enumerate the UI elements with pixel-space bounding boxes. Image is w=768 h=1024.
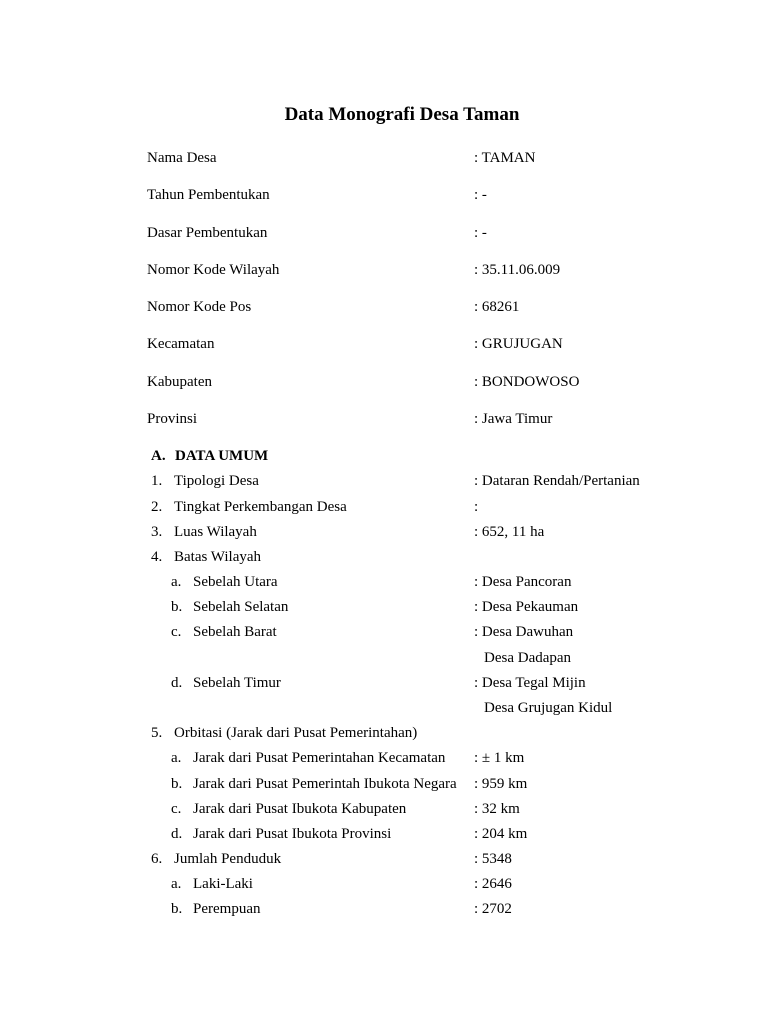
row-label: Jumlah Penduduk (174, 851, 282, 867)
row-number: 3. (151, 524, 163, 540)
identity-label: Tahun Pembentukan (147, 187, 270, 203)
row-number: a. (171, 574, 182, 590)
row-label: Perempuan (193, 901, 261, 917)
row-number: 4. (151, 549, 163, 565)
row-number: 6. (151, 851, 163, 867)
row-value: : Desa Tegal Mijin (474, 675, 586, 691)
row-label: Jarak dari Pusat Pemerintah Ibukota Negara (193, 776, 457, 792)
section-heading: DATA UMUM (175, 448, 269, 464)
row-number: a. (171, 750, 182, 766)
row-number: 2. (151, 499, 163, 515)
row-number: c. (171, 624, 182, 640)
row-value: : (474, 499, 479, 515)
row-label: Batas Wilayah (174, 549, 262, 565)
row-label: Sebelah Utara (193, 574, 278, 590)
row-label: Laki-Laki (193, 876, 253, 892)
row-number: a. (171, 876, 182, 892)
row-value: : 2646 (474, 876, 512, 892)
identity-value: : BONDOWOSO (474, 374, 580, 390)
row-number: b. (171, 599, 183, 615)
row-value: : Desa Dawuhan (474, 624, 574, 640)
identity-value: : Jawa Timur (474, 411, 553, 427)
row-label: Jarak dari Pusat Ibukota Provinsi (193, 826, 392, 842)
identity-value: : - (474, 225, 487, 241)
row-value: : 2702 (474, 901, 512, 917)
row-value: : 32 km (474, 801, 520, 817)
identity-label: Provinsi (147, 411, 198, 427)
identity-label: Nomor Kode Pos (147, 299, 252, 315)
identity-label: Dasar Pembentukan (147, 225, 268, 241)
identity-value: : 35.11.06.009 (474, 262, 561, 278)
row-label: Tingkat Perkembangan Desa (174, 499, 347, 515)
row-value: : Dataran Rendah/Pertanian (474, 473, 640, 489)
row-value: : ± 1 km (474, 750, 525, 766)
row-label: Luas Wilayah (174, 524, 257, 540)
row-value: : 204 km (474, 826, 528, 842)
row-number: c. (171, 801, 182, 817)
row-label: Tipologi Desa (174, 473, 259, 489)
row-label: Orbitasi (Jarak dari Pusat Pemerintahan) (174, 725, 418, 741)
identity-value: : - (474, 187, 487, 203)
row-number: b. (171, 901, 183, 917)
row-label: Jarak dari Pusat Ibukota Kabupaten (193, 801, 407, 817)
row-number: d. (171, 826, 183, 842)
identity-label: Kabupaten (147, 374, 212, 390)
row-number: 1. (151, 473, 163, 489)
row-label: Sebelah Selatan (193, 599, 289, 615)
row-label: Sebelah Timur (193, 675, 281, 691)
row-value: Desa Grujugan Kidul (484, 700, 613, 716)
identity-label: Nama Desa (147, 150, 217, 166)
identity-value: : GRUJUGAN (474, 336, 563, 352)
section-marker: A. (151, 448, 166, 464)
row-number: d. (171, 675, 183, 691)
identity-label: Nomor Kode Wilayah (147, 262, 280, 278)
row-value: Desa Dadapan (484, 650, 572, 666)
document-title: Data Monografi Desa Taman (284, 104, 520, 125)
row-value: : 959 km (474, 776, 528, 792)
row-number: b. (171, 776, 183, 792)
row-number: 5. (151, 725, 163, 741)
row-value: : 5348 (474, 851, 512, 867)
identity-value: : TAMAN (474, 150, 536, 166)
row-label: Sebelah Barat (193, 624, 277, 640)
row-value: : 652, 11 ha (474, 524, 545, 540)
row-label: Jarak dari Pusat Pemerintahan Kecamatan (193, 750, 446, 766)
row-value: : Desa Pekauman (474, 599, 579, 615)
identity-value: : 68261 (474, 299, 520, 315)
row-value: : Desa Pancoran (474, 574, 572, 590)
identity-label: Kecamatan (147, 336, 215, 352)
